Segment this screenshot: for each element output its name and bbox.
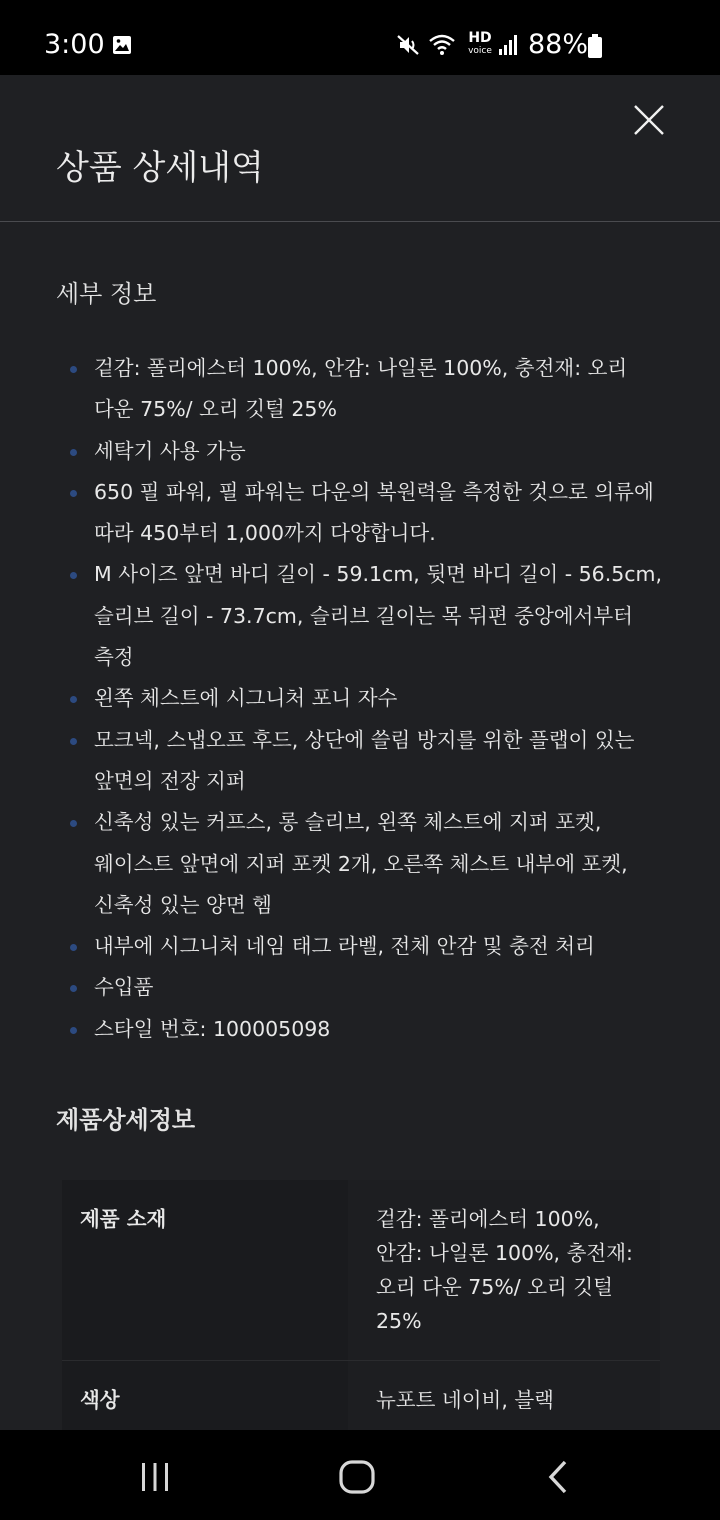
bullet-icon — [70, 738, 77, 745]
sheet-header — [0, 75, 720, 222]
list-item — [56, 472, 666, 555]
list-item — [56, 926, 666, 967]
list-item — [56, 678, 666, 719]
table-row — [62, 1180, 660, 1361]
status-time: 3:00 — [44, 29, 105, 60]
home-icon — [334, 1454, 380, 1500]
detail-text: 겉감: 폴리에스터 100%, 안감: 나일론 100%, 충전재: 오리 다운 75%/ 오리 깃털 25% — [94, 356, 628, 422]
bullet-icon — [70, 696, 77, 703]
battery-percentage: 88% — [528, 29, 589, 60]
close-button[interactable] — [622, 93, 676, 147]
back-button[interactable] — [536, 1454, 582, 1500]
list-item — [56, 554, 666, 678]
detail-text: M 사이즈 앞면 바디 길이 - 59.1cm, 뒷면 바디 길이 - 56.5cm, 슬리브 길이 - 73.7cm, 슬리브 길이는 목 뒤편 중앙에서부터 측정 — [94, 562, 663, 670]
back-icon — [536, 1454, 582, 1500]
list-item — [56, 967, 666, 1008]
spec-key: 색상 — [62, 1361, 348, 1431]
detail-text: 650 필 파워, 필 파워는 다운의 복원력을 측정한 것으로 의류에 따라 450부터 1,000까지 다양합니다. — [94, 479, 654, 546]
spec-value: 겉감: 폴리에스터 100%, 안감: 나일론 100%, 충전재: 오리 다운 75%/ 오리 깃털 25% — [348, 1180, 660, 1361]
navigation-bar — [0, 1430, 720, 1520]
list-item — [56, 348, 666, 431]
close-icon — [622, 93, 676, 147]
detail-list — [56, 348, 666, 1050]
bullet-icon — [70, 944, 77, 951]
detail-text: 내부에 시그니처 네임 태그 라벨, 전체 안감 및 충전 처리 — [94, 934, 595, 959]
detail-text: 스타일 번호: 100005098 — [94, 1016, 331, 1041]
list-item — [56, 1009, 666, 1050]
status-bar — [0, 0, 720, 75]
bullet-icon — [70, 572, 77, 579]
detail-text: 신축성 있는 커프스, 롱 슬리브, 왼쪽 체스트에 지퍼 포켓, 웨이스트 앞면에 지퍼 포켓 2개, 오른쪽 체스트 내부에 포켓, 신축성 있는 양면 헴 — [94, 810, 628, 917]
detail-text: 세탁기 사용 가능 — [94, 438, 246, 463]
spec-heading: 제품상세정보 — [56, 1106, 196, 1134]
detail-text: 모크넥, 스냅오프 후드, 상단에 쓸림 방지를 위한 플랩이 있는 앞면의 전장 지퍼 — [94, 727, 635, 793]
page-title: 상품 상세내역 — [56, 148, 264, 188]
list-item — [56, 802, 666, 926]
details-heading: 세부 정보 — [56, 280, 157, 308]
image-icon — [112, 35, 132, 55]
detail-text: 왼쪽 체스트에 시그니처 포니 자수 — [94, 686, 398, 711]
wifi-icon — [428, 33, 456, 57]
spec-value: 뉴포트 네이비, 블랙 — [348, 1361, 660, 1431]
voice-label: voice — [468, 46, 492, 56]
battery-icon — [588, 34, 602, 58]
list-item — [56, 431, 666, 472]
bullet-icon — [70, 1027, 77, 1034]
recent-apps-icon — [132, 1454, 178, 1500]
table-row — [62, 1361, 660, 1431]
signal-icon — [498, 34, 520, 56]
hd-voice-icon — [465, 31, 495, 59]
mute-icon — [396, 33, 420, 57]
bullet-icon — [70, 820, 77, 827]
recent-apps-button[interactable] — [132, 1454, 178, 1500]
bullet-icon — [70, 985, 77, 992]
list-item — [56, 720, 666, 803]
bullet-icon — [70, 366, 77, 373]
detail-text: 수입품 — [94, 975, 154, 1000]
bullet-icon — [70, 449, 77, 456]
product-detail-sheet — [0, 75, 720, 1430]
spec-key: 제품 소재 — [62, 1180, 348, 1361]
home-button[interactable] — [334, 1454, 380, 1500]
spec-table — [62, 1180, 660, 1430]
hd-label: HD — [468, 30, 492, 46]
bullet-icon — [70, 490, 77, 497]
